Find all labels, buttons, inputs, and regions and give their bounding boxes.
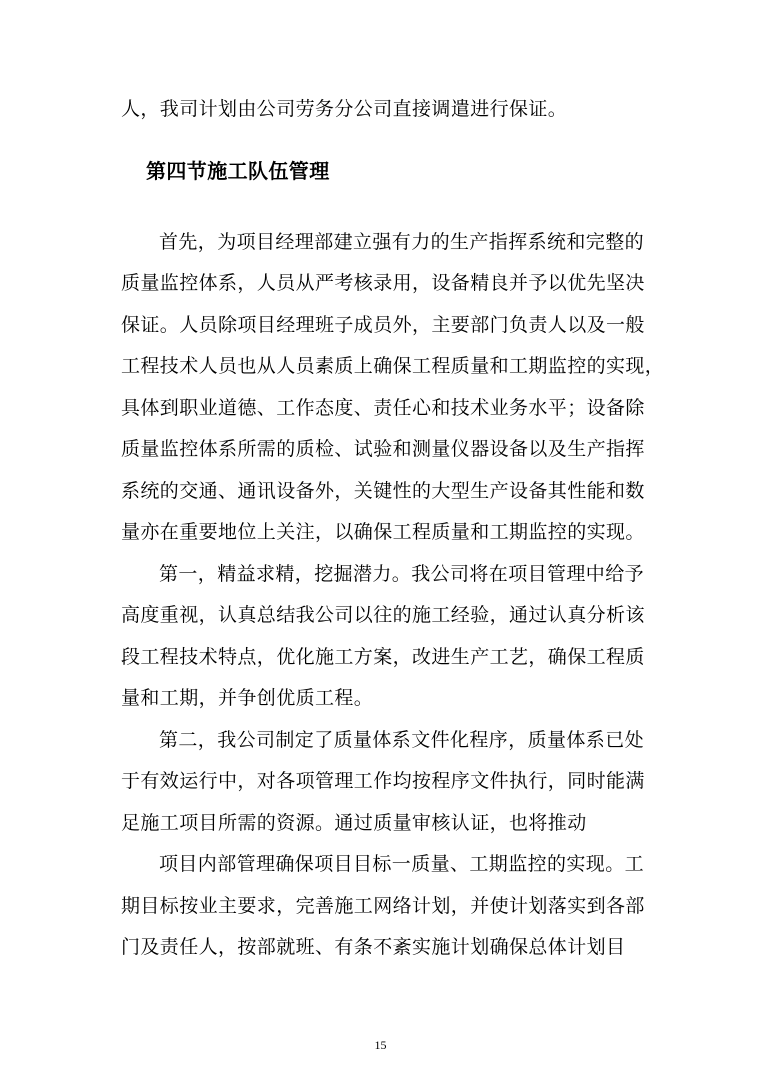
paragraph-line: 人，我司计划由公司劳务分公司直接调遣进行保证。 <box>121 98 568 120</box>
page-number: 15 <box>374 1038 387 1052</box>
paragraph-line: 质量监控体系所需的质检、试验和测量仪器设备以及生产指挥 <box>121 438 645 460</box>
paragraph-line: 质量监控体系，人员从严考核录用，设备精良并予以优先坚决 <box>121 272 645 294</box>
paragraph-line: 于有效运行中，对各项管理工作均按程序文件执行，同时能满 <box>121 770 645 792</box>
paragraph-line: 工程技术人员也从人员素质上确保工程质量和工期监控的实现， <box>121 355 665 377</box>
paragraph-line: 量亦在重要地位上关注，以确保工程质量和工期监控的实现。 <box>121 521 645 543</box>
paragraph-line: 第二，我公司制定了质量体系文件化程序，质量体系已处 <box>159 729 645 751</box>
section-heading: 第四节施工队伍管理 <box>146 159 330 183</box>
paragraph-line: 高度重视，认真总结我公司以往的施工经验，通过认真分析该 <box>121 604 645 626</box>
paragraph-line: 具体到职业道德、工作态度、责任心和技术业务水平；设备除 <box>121 397 645 419</box>
paragraph-line: 期目标按业主要求，完善施工网络计划，并使计划落实到各部 <box>121 895 645 917</box>
paragraph-line: 系统的交通、通讯设备外，关键性的大型生产设备其性能和数 <box>121 480 645 502</box>
paragraph-line: 首先，为项目经理部建立强有力的生产指挥系统和完整的 <box>159 231 645 253</box>
paragraph-line: 段工程技术特点，优化施工方案，改进生产工艺，确保工程质 <box>121 646 645 668</box>
paragraph-line: 足施工项目所需的资源。通过质量审核认证，也将推动 <box>121 812 587 834</box>
paragraph-line: 项目内部管理确保项目目标一质量、工期监控的实现。工 <box>159 853 645 875</box>
paragraph-line: 保证。人员除项目经理班子成员外，主要部门负责人以及一般 <box>121 314 645 336</box>
paragraph-line: 第一，精益求精，挖掘潜力。我公司将在项目管理中给予 <box>159 563 645 585</box>
paragraph-line: 量和工期，并争创优质工程。 <box>121 687 374 709</box>
paragraph-line: 门及责任人，按部就班、有条不紊实施计划确保总体计划目 <box>121 936 626 958</box>
